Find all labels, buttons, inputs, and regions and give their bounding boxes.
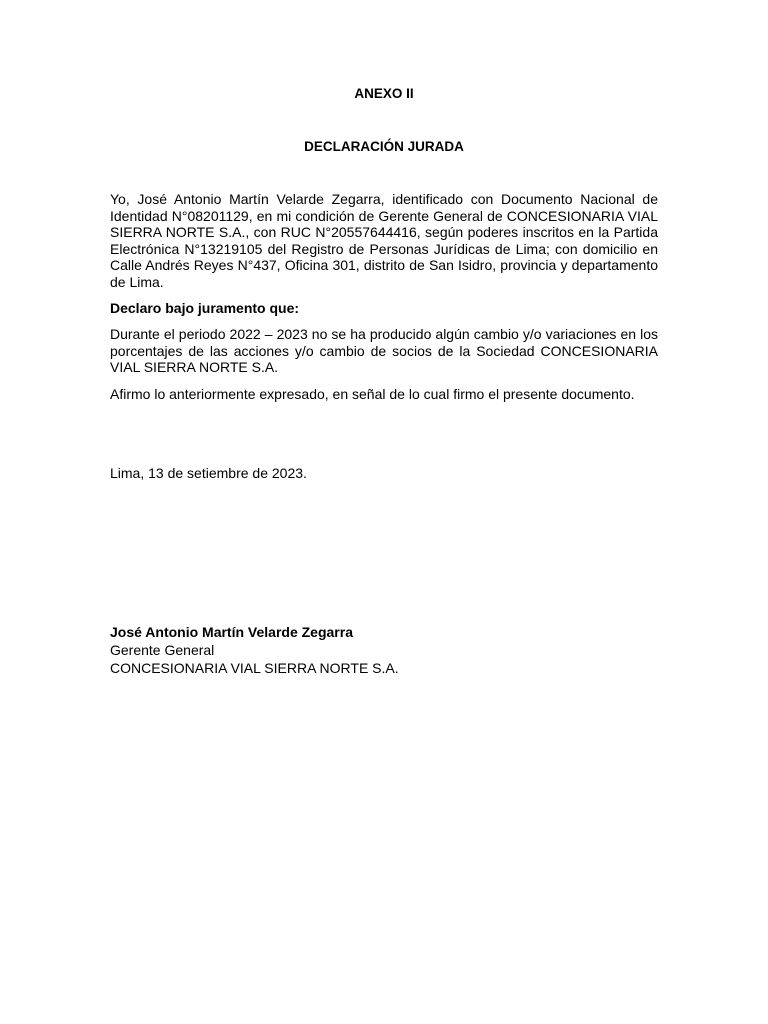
signatory-name: José Antonio Martín Velarde Zegarra (110, 624, 353, 640)
declaration-heading: Declaro bajo juramento que: (110, 300, 300, 316)
signature-block (110, 623, 658, 677)
place-date: Lima, 13 de setiembre de 2023. (110, 465, 307, 481)
closing-paragraph: Afirmo lo anteriormente expresado, en señal de lo cual firmo el presente documento. (110, 386, 635, 402)
signatory-position: Gerente General (110, 642, 215, 658)
intro-paragraph: Yo, José Antonio Martín Velarde Zegarra, identificado con Documento Nacional de Identidad N°08201129, en mi condición de Gerente General de CONCESIONARIA VIAL SIERRA NORTE S.A., con RUC N°20557644416, según poderes inscritos en la Partida Electrónica N°13219105 del Registro de Personas Jurídicas de Lima; con domicilio en Calle Andrés Reyes N°437, Oficina 301, distrito de San Isidro, provincia y departamento de Lima. (110, 191, 658, 290)
statement-paragraph: Durante el periodo 2022 – 2023 no se ha producido algún cambio y/o variaciones en los porcentajes de las acciones y/o cambio de socios de la Sociedad CONCESIONARIA VIAL SIERRA NORTE S.A. (110, 326, 658, 375)
signatory-company: CONCESIONARIA VIAL SIERRA NORTE S.A. (110, 660, 399, 676)
document-title: DECLARACIÓN JURADA (304, 139, 464, 154)
annex-title: ANEXO II (354, 86, 414, 101)
